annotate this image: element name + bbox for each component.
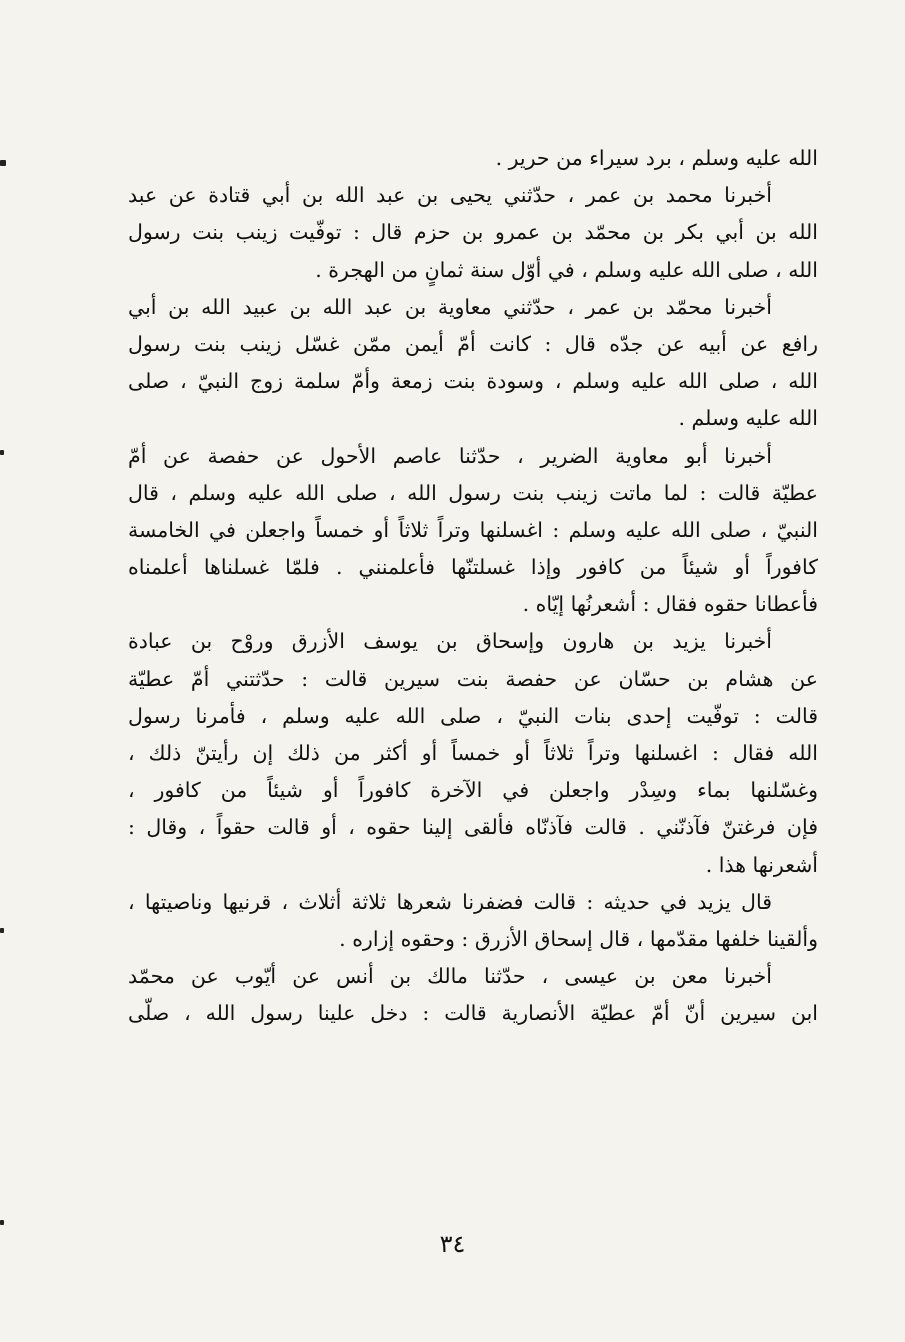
text-line: وغسّلنها بماء وسِدْر واجعلن في الآخرة كافوراً أو شيئاً من كافور ، [128, 778, 818, 803]
text-line: عطيّة قالت : لما ماتت زينب بنت رسول الله ، صلى الله عليه وسلم ، قال [128, 480, 818, 505]
text-line: الله ، صلى الله عليه وسلم ، وسودة بنت زمعة وأمّ سلمة زوج النبيّ ، صلى [128, 369, 818, 394]
text-line: أخبرنا معن بن عيسى ، حدّثنا مالك بن أنس عن أيّوب عن محمّد [128, 964, 772, 989]
text-line: عن هشام بن حسّان عن حفصة بنت سيرين قالت : حدّثتني أمّ عطيّة [128, 666, 818, 691]
text-line: رافع عن أبيه عن جدّه قال : كانت أمّ أيمن ممّن غسّل زينب بنت رسول [128, 331, 818, 356]
text-line: فأعطانا حقوه فقال : أشعرنُها إيّاه . [522, 592, 818, 617]
text-line: أخبرنا محمد بن عمر ، حدّثني يحيى بن عبد الله بن أبي قتادة عن عبد [128, 183, 772, 208]
page-number: ٣٤ [439, 1230, 466, 1258]
text-line: الله عليه وسلم ، برد سيراء من حرير . [495, 146, 818, 170]
text-line: ابن سيرين أنّ أمّ عطيّة الأنصارية قالت : دخل علينا رسول الله ، صلّى [128, 1001, 818, 1026]
text-line: الله عليه وسلم . [678, 406, 818, 431]
text-line: أخبرنا محمّد بن عمر ، حدّثني معاوية بن عبد الله بن عبيد الله بن أبي [128, 294, 772, 319]
text-line: أخبرنا أبو معاوية الضرير ، حدّثنا عاصم الأحول عن حفصة عن أمّ [128, 443, 772, 468]
text-line: الله فقال : اغسلنها وتراً ثلاثاً أو خمساً أو أكثر من ذلك إن رأيتنّ ذلك ، [128, 741, 818, 765]
text-line: الله ، صلى الله عليه وسلم ، في أوّل سنة ثمانٍ من الهجرة . [315, 257, 818, 282]
text-line: الله بن أبي بكر بن محمّد بن عمرو بن حزم قال : توفّيت زينب بنت رسول [128, 220, 818, 245]
text-line: أشعرنها هذا . [705, 852, 818, 877]
text-line: النبيّ ، صلى الله عليه وسلم : اغسلنها وتراً ثلاثاً أو خمساً واجعلن في الخامسة [128, 517, 818, 542]
text-line: قالت : توفّيت إحدى بنات النبيّ ، صلى الله عليه وسلم ، فأمرنا رسول [128, 703, 818, 728]
text-line: كافوراً أو شيئاً من كافور وإذا غسلتنّها فأعلمنني . فلمّا غسلناها أعلمناه [128, 555, 818, 580]
margin-mark [0, 160, 6, 166]
text-line: وألقينا خلفها مقدّمها ، قال إسحاق الأزرق : وحقوه إزاره . [339, 926, 818, 951]
margin-mark [0, 450, 4, 455]
margin-mark [0, 928, 4, 933]
page-body-text [128, 140, 818, 1220]
text-line: قال يزيد في حديثه : قالت فضفرنا شعرها ثلاثة أثلاث ، قرنيها وناصيتها ، [128, 889, 772, 914]
text-line: أخبرنا يزيد بن هارون وإسحاق بن يوسف الأزرق وروْح بن عبادة [128, 629, 772, 654]
text-line: فإن فرغتنّ فآذنّني . قالت فآذنّاه فألقى إلينا حقوه ، أو قالت حقواً ، وقال : [128, 815, 818, 840]
